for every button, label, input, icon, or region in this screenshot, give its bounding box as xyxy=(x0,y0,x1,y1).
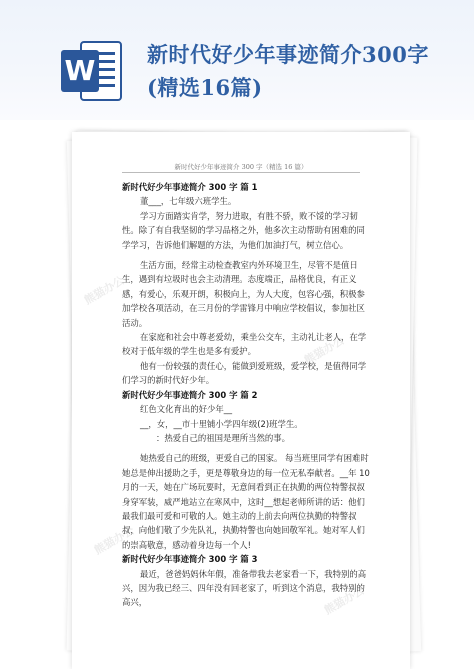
paragraph: 董___，七年级六班学生。 xyxy=(140,196,237,207)
paragraph: 学习方面踏实肯学，努力进取，有胜不骄，败不馁的学习韧性。除了有自我坚韧的学习品格之外，他多次主动帮助有困难的同学学习，告诉他们解题的方法，为他们加油打气，树立信心。 xyxy=(122,210,365,250)
watermark: 熊猫办公 xyxy=(301,333,347,368)
page-title: 新时代好少年事迹简介300字(精选16篇) xyxy=(147,42,429,100)
paragraph: __，女，__市十里铺小学四年级(2)班学生。 xyxy=(140,418,303,429)
paragraph: 红色文化育出的好少年__ xyxy=(140,404,233,415)
paragraph: 生活方面，经常主动检查教室内外环境卫生，尽管不是值日生，遇到有垃圾时也会主动清理。态度端正，品格优良，有正义感，有爱心，乐观开朗，积极向上，为人大度，包容心强，积极参加学校各项活动，在三月份的学雷锋月中响应学校倡议，参加社区活动。 xyxy=(122,260,365,328)
section-heading: 新时代好少年事迹简介 300 字 篇 3 xyxy=(122,554,258,565)
document-page xyxy=(72,132,410,669)
section-heading: 新时代好少年事迹简介 300 字 篇 1 xyxy=(122,182,258,192)
header-rule xyxy=(122,172,360,173)
paragraph: ：热爱自己的祖国是理所当然的事。 xyxy=(156,432,290,443)
document-body xyxy=(122,180,370,610)
paragraph: 他有一份较强的责任心，能做到爱班级，爱学校，是值得同学们学习的新时代好少年。 xyxy=(122,360,367,386)
watermark: 熊猫办公 xyxy=(91,523,137,558)
watermark: 熊猫办公 xyxy=(321,583,367,618)
header-banner xyxy=(0,0,474,120)
paragraph: 最近，爸爸妈妈休年假，准备带我去老家看一下，我特别的高兴，因为我已经三、四年没有回老家了，听到这个消息，我特别的高兴， xyxy=(122,568,367,608)
running-header: 新时代好少年事迹简介 300 字（精选 16 篇） xyxy=(174,163,308,171)
svg-text:W: W xyxy=(64,54,96,87)
watermark: 熊猫办公 xyxy=(81,273,127,308)
paragraph: 在家庭和社会中尊老爱幼，乘坐公交车，主动礼让老人，在学校对于低年级的学生也是多有爱护。 xyxy=(122,332,367,357)
word-document-icon xyxy=(59,38,125,104)
paragraph: 她热爱自己的班级，更爱自己的国家。 每当班里同学有困难时她总是伸出援助之手，更是尊敬身边的每一位无私奉献者。__年 10 月的一天，她在广场玩要时，无意间看到正在执勤的两位特警叔叔身穿军装，威严地站立在寒风中，这时__想起老师所讲的话：他们最我们最可爱和可敬的人。她主动的上前去向两位执勤的特警叔叔，向他们敬了少先队礼，执勤特警也向她回敬军礼。她对军人们的崇高敬意，感动着身边每一个人! xyxy=(122,453,370,550)
section-heading: 新时代好少年事迹简介 300 字 篇 2 xyxy=(122,389,258,400)
